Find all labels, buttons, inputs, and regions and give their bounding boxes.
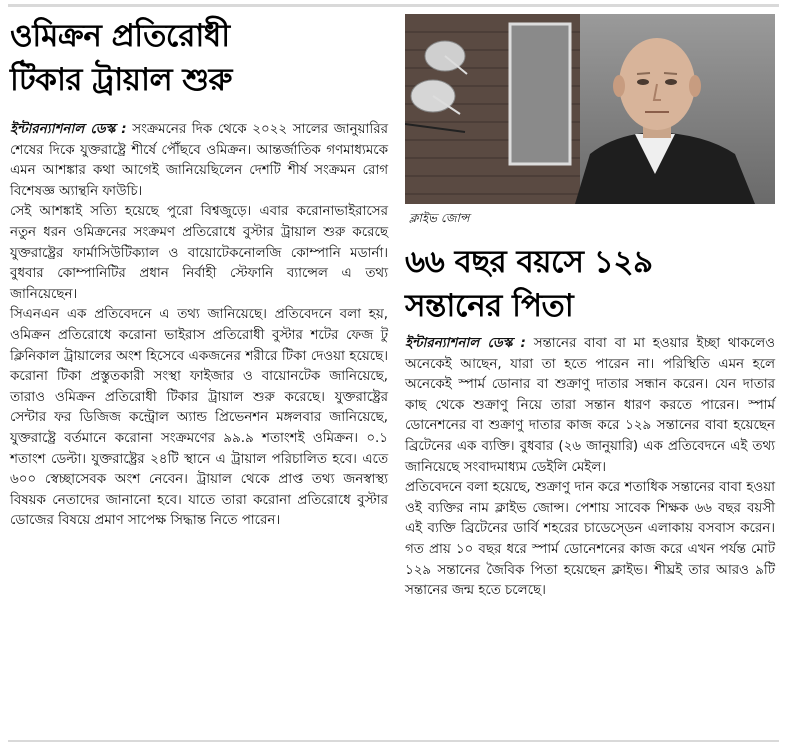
sperm-donor-headline (405, 240, 775, 328)
omicron-article (10, 14, 388, 532)
bottom-rule (8, 740, 779, 742)
omicron-body (10, 120, 388, 532)
photo-caption: ক্লাইভ জোন্স (409, 211, 470, 225)
omicron-paragraph-1 (10, 120, 388, 202)
omicron-headline-line2: টিকার ট্রায়াল শুরু (10, 62, 232, 98)
clive-jones-photo (405, 14, 775, 204)
omicron-headline (10, 14, 388, 102)
omicron-dateline: ইন্টারন্যাশনাল ডেস্ক : (10, 122, 127, 137)
omicron-paragraph-2: সেই আশঙ্কাই সত্যি হয়েছে পুরো বিশ্বজুড়ে। এবার করোনাভাইরাসের নতুন ধরন ওমিক্রনের সংক্রমণ প্রতিরোধে বুস্টার ট্রায়াল শুরু করেছে যুক্তরাষ্ট্রের ফার্মাসিউটিক্যাল ও বায়োটেকনোলজি কোম্পানি মডার্না। বুধবার কোম্পানিটির প্রধান নির্বাহী স্টেফানি ব্যান্সেল এ তথ্য জানিয়েছেন। (10, 204, 388, 302)
sperm-donor-headline-line1: ৬৬ বছর বয়সে ১২৯ (405, 244, 653, 280)
sperm-donor-dateline: ইন্টারন্যাশনাল ডেস্ক : (405, 336, 526, 351)
sperm-donor-paragraph-1 (405, 334, 775, 478)
sperm-donor-article (405, 14, 775, 602)
omicron-paragraph-1-text: সংক্রমনের দিক থেকে ২০২২ সালের জানুয়ারির শেষের দিকে যুক্তরাষ্ট্রে শীর্ষে পৌঁছবে ওমিক্রন। আন্তর্জাতিক গণমাধ্যমকে এমন আশঙ্কার কথা আগেই জানিয়েছিলেন দেশটি শীর্ষ সংক্রমন রোগ বিশেষজ্ঞ অ্যান্থনি ফাউচি। (10, 122, 388, 199)
sperm-donor-body (405, 334, 775, 602)
omicron-paragraph-3: সিএনএন এক প্রতিবেদনে এ তথ্য জানিয়েছে। প্রতিবেদনে বলা হয়, ওমিক্রন প্রতিরোধে করোনা ভাইরাস প্রতিরোধী বুস্টার শটের ফেজ টু ক্লিনিকাল ট্রায়ালের অংশ হিসেবে একজনের শরীরে টিকা দেওয়া হয়েছে। করোনা টিকা প্রস্তুতকারী সংস্থা ফাইজার ও বায়োনটেক জানিয়েছে, তারাও ওমিক্রন প্রতিরোধী টিকার ট্রায়াল শুরু করেছে। যুক্তরাষ্ট্রের সেন্টার ফর ডিজিজ কন্ট্রোল অ্যান্ড প্রিভেনশন মঙ্গলবার জানিয়েছে, যুক্তরাষ্ট্রে বর্তমানে করোনা সংক্রমণের ৯৯.৯ শতাংশই ওমিক্রন। ০.১ শতাংশ ডেল্টা। যুক্তরাষ্ট্রের ২৪টি স্থানে এ ট্রায়াল পরিচালিত হবে। এতে ৬০০ স্বেচ্ছাসেবক অংশ নেবেন। ট্রায়াল থেকে প্রাপ্ত তথ্য জনস্বাস্থ্য বিষয়ক নেতাদের জানানো হবে। যাতে তারা করোনা প্রতিরোধে বুস্টার ডোজের বিষয়ে প্রমাণ সাপেক্ষ সিদ্ধান্ত নিতে পারেন। (10, 307, 388, 529)
omicron-headline-line1: ওমিক্রন প্রতিরোধী (10, 18, 230, 54)
sperm-donor-paragraph-1-text: সন্তানের বাবা বা মা হওয়ার ইচ্ছা থাকলেও অনেকেই আছেন, যারা তা হতে পারেন না। পরিস্থিতি এমন হলে অনেকেই স্পার্ম ডোনার বা শুক্রাণু দাতার সন্ধান করেন। যেন দাতার কাছ থেকে শুক্রাণু নিয়ে তারা সন্তান ধারণ করতে পারেন। স্পার্ম ডোনেশনের বা শুক্রাণু দাতার কাজ করে ১২৯ সন্তানের বাবা হয়েছেন ব্রিটেনের এক ব্যক্তি। বুধবার (২৬ জানুয়ারি) এক প্রতিবেদনে এই তথ্য জানিয়েছে সংবাদমাধ্যম ডেইলি মেইল। (405, 336, 775, 475)
portrait-illustration (405, 14, 775, 204)
top-rule (8, 4, 779, 7)
sperm-donor-paragraph-2: প্রতিবেদনে বলা হয়েছে, শুক্রাণু দান করে শতাধিক সন্তানের বাবা হওয়া ওই ব্যক্তির নাম ক্লাইভ জোন্স। পেশায় সাবেক শিক্ষক ৬৬ বছর বয়সী এই ব্যক্তি ব্রিটেনের ডার্বি শহরের চাডেস্ডেন এলাকায় বসবাস করেন। গত প্রায় ১০ বছর ধরে স্পার্ম ডোনেশনের কাজ করে এখন পর্যন্ত মোট ১২৯ সন্তানের জৈবিক পিতা হয়েছেন ক্লাইভ। শীঘ্রই তার আরও ৯টি সন্তানের জন্ম হতে চলেছে। (405, 480, 775, 599)
sperm-donor-headline-line2: সন্তানের পিতা (405, 288, 574, 324)
